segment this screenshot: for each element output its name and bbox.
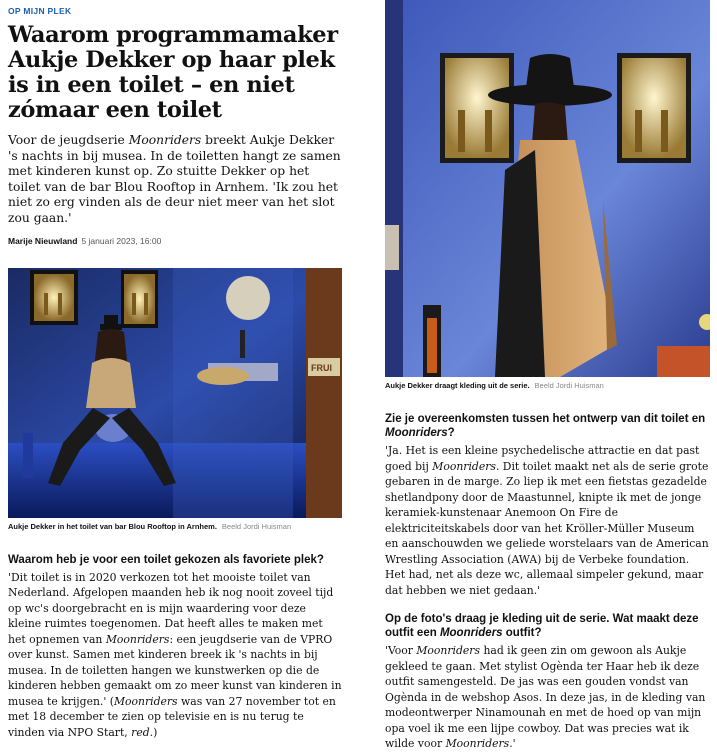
photo1-caption: Aukje Dekker in het toilet van bar Blou Rooftop in Arnhem. Beeld Jordi Huisman <box>8 521 292 531</box>
section-tag[interactable]: OP MIJN PLEK <box>8 6 72 16</box>
answer-2: 'Ja. Het is een kleine psychedelische attractie en dat past goed bij Moonriders. Dit toilet maakt net als de serie grote gebaren in de marge. Zo liep ik met een fietstas gezadelde shetlandpony door de Maastunnel, knipte ik met de jonge keramiek-kunstenaar Anemoon On Fire de elektriciteitskabels door van het Kröller-Müller Museum en aanschouwden we geliede worstelaars van de American Wrestling Association (AWA) bij de Verbeke foundation. Het had, net als deze wc, allemaal simpeler gekund, maar dat hebben we niet gedaan.' <box>385 444 709 597</box>
lead-paragraph: Voor de jeugdserie Moonriders breekt Aukje Dekker 's nachts in bij musea. In de toiletten hangt ze samen met kinderen kunst op. Zo stuitte Dekker op het toilet van de bar Blou Rooftop in Arnhem. 'Ik zou het niet zo erg vinden als de deur niet meer van het slot zou gaan.' <box>8 133 341 225</box>
left-column <box>8 6 342 740</box>
headline: Waarom programmamaker Aukje Dekker op haar plek is in een toilet – en niet zómaar een toilet <box>8 22 338 123</box>
fruit-sign: FRUI <box>311 362 332 373</box>
qa-block-1 <box>8 553 342 741</box>
qa-block-3 <box>385 612 710 752</box>
right-column <box>385 0 710 752</box>
photo2-caption: Aukje Dekker draagt kleding uit de serie. Beeld Jordi Huisman <box>385 381 604 390</box>
qa-block-2 <box>385 412 710 598</box>
question-1: Waarom heb je voor een toilet gekozen als favoriete plek? <box>8 553 324 566</box>
publish-date: 5 januari 2023, 16:00 <box>81 235 162 246</box>
photo-outfit[interactable] <box>385 0 710 377</box>
toilet-photo-image <box>8 268 342 518</box>
byline <box>8 236 342 246</box>
outfit-photo-image <box>385 0 710 377</box>
photo-toilet[interactable] <box>8 268 342 518</box>
answer-3: 'Voor Moonriders had ik geen zin om gewoon als Aukje gekleed te gaan. Met stylist Ogènda ter Haar heb ik deze outfit samengesteld. De jas was een gouden vondst van Ogènda in de webshop Asos. In deze jas, in de kleding van modeontwerper Ninamounah en met de hoed op van mijn opa voel ik me een lijpe cowboy. Dat was precies wat ik wilde voor Moonriders.' <box>385 644 706 750</box>
answer-1: 'Dit toilet is in 2020 verkozen tot het mooiste toilet van Nederland. Afgelopen maanden heb ik nog nooit zoveel tijd op wc's doorgebracht en is mijn waardering voor deze kleine ruimtes toegenomen. Dat heeft alles te maken met het opnemen van Moonriders: een jeugdserie van de VPRO over kunst. Samen met kinderen breek ik 's nachts in bij musea. In de toiletten hangen we kunstwerken op die de kinderen hebben gemaakt om zo meer kunst van kinderen in musea te krijgen.' (Moonriders was van 27 november tot en met 18 december te zien op televisie en is nu terug te vinden via NPO Start, red.) <box>8 570 342 739</box>
author-name[interactable]: Marije Nieuwland <box>8 235 78 246</box>
question-3: Op de foto's draag je kleding uit de serie. Wat maakt deze outfit een Moonriders outfit? <box>385 613 699 639</box>
question-2: Zie je overeenkomsten tussen het ontwerp van dit toilet en Moonriders? <box>385 413 706 439</box>
